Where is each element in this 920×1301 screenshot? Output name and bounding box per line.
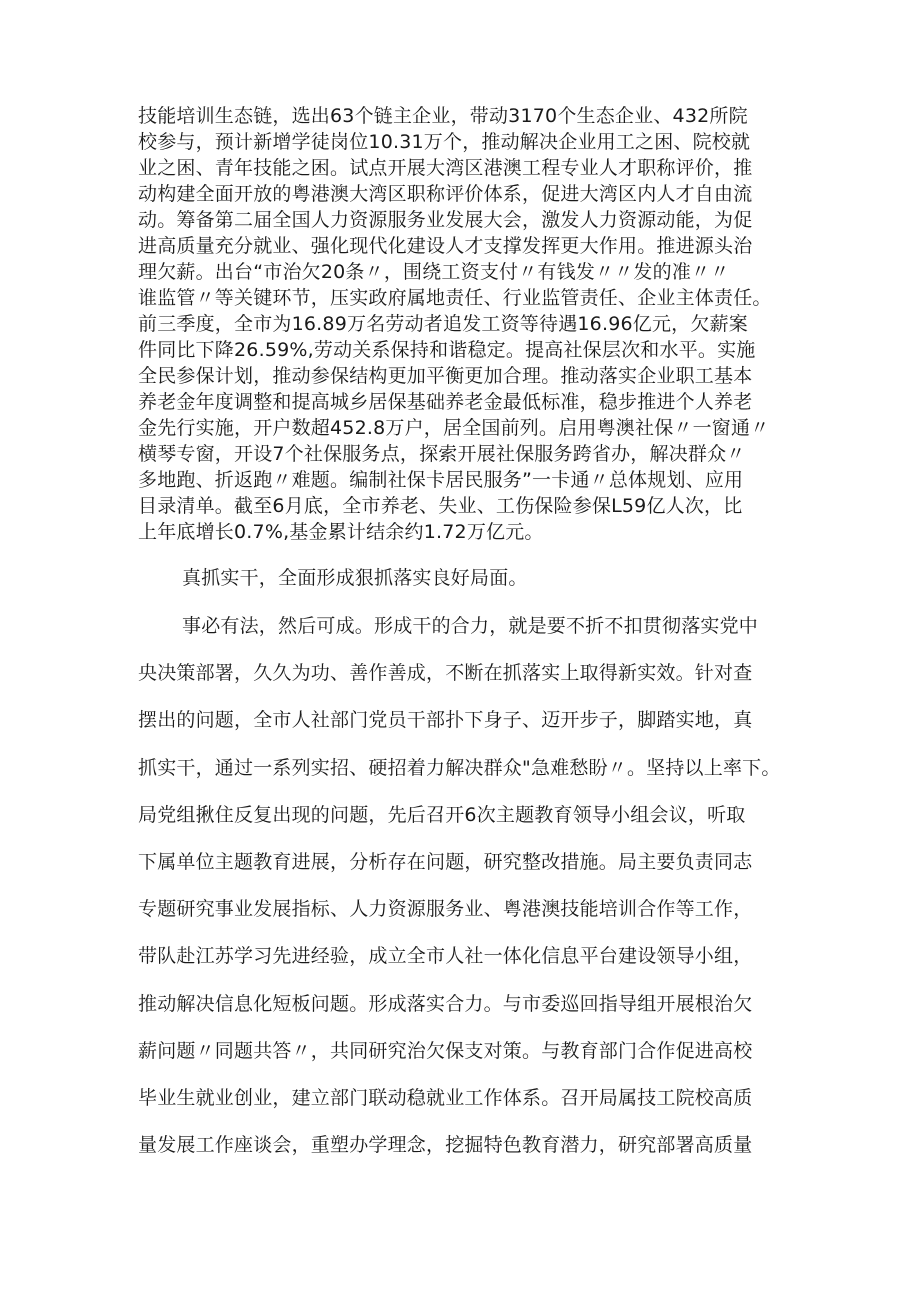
p2-line: 量发展工作座谈会，重塑办学理念，挖掘特色教育潜力，研究部署高质量 [138,1134,753,1157]
p2-line: 带队赴江苏学习先进经验，成立全市人社一体化信息平台建设领导小组， [138,945,753,968]
p2-line: 毕业生就业创业，建立部门联动稳就业工作体系。召开局属技工院校高质 [138,1087,753,1109]
p1-line: 谁监管〃等关键环节，压实政府属地责任、行业监管责任、企业主体责任。 [138,287,772,309]
p1-line: 横琴专窗，开设7个社保服务点，探索开展社保服务跨省办，解决群众〃 [138,443,746,465]
p1-line: 金先行实施，开户数超452.8万户，居全国前列。启用粤澳社保〃一窗通〃 [138,417,770,439]
p1-line: 进高质量充分就业、强化现代化建设人才支撑发挥更大作用。推进源头治 [138,235,753,257]
p2-line: 抓实干，通过一系列实招、硬招着力解决群众"急难愁盼〃。坚持以上率下。 [138,756,781,779]
p2-line: 下属单位主题教育进展，分析存在问题，研究整改措施。局主要负责同志 [138,851,753,873]
p2-line: 薪问题〃同题共答〃，共同研究治欠保支对策。与教育部门合作促进高校 [138,1039,753,1062]
p1-line: 校参与，预计新增学徒岗位10.31万个，推动解决企业用工之困、院校就 [138,131,751,153]
p1-line: 全民参保计划，推动参保结构更加平衡更加合理。推动落实企业职工基本 [138,365,753,387]
p1-line: 目录清单。截至6月底，全市养老、失业、工伤保险参保L59亿人次，比 [138,495,743,517]
p1-line: 业之困、青年技能之困。试点开展大湾区港澳工程专业人才职称评价，推 [138,157,753,179]
p2-line: 央决策部署，久久为功、善作善成，不断在抓落实上取得新实效。针对查 [138,662,753,685]
p2-line: 局党组揪住反复出现的问题，先后召开6次主题教育领导小组会议，听取 [138,803,746,826]
p2-line: 摆出的问题，全市人社部门党员干部扑下身子、迈开步子，脚踏实地，真 [138,709,753,732]
p2-line: 推动解决信息化短板问题。形成落实合力。与市委巡回指导组开展根治欠 [138,992,753,1015]
p1-line: 多地跑、折返跑〃难题。编制社保卡居民服务”一卡通〃总体规划、应用 [138,469,744,491]
p1-line: 前三季度，全市为16.89万名劳动者追发工资等待遇16.96亿元，欠薪案 [138,313,748,335]
p2-line: 专题研究事业发展指标、人力资源服务业、粤港澳技能培训合作等工作， [138,898,753,921]
p1-line: 动。筹备第二届全国人力资源服务业发展大会，激发人力资源动能，为促 [138,209,753,231]
section-heading: 真抓实干，全面形成狠抓落实良好局面。 [182,567,528,589]
p1-line: 动构建全面开放的粤港澳大湾区职称评价体系，促进大湾区内人才自由流 [138,183,753,205]
p1-line: 养老金年度调整和提高城乡居保基础养老金最低标准，稳步推进个人养老 [138,391,753,413]
p1-line: 件同比下降26.59%,劳动关系保持和谐稳定。提高社保层次和水平。实施 [138,339,756,361]
p1-line: 技能培训生态链，选出63个链主企业，带动3170个生态企业、432所院 [138,105,748,127]
p2-line: 事必有法，然后可成。形成干的合力，就是要不折不扣贯彻落实党中 [182,615,759,637]
p1-line: 上年底增长0.7%,基金累计结余约1.72万亿元。 [138,521,544,543]
p1-line: 理欠薪。出台“市治欠20条〃，围绕工资支付〃有钱发〃〃发的准〃〃 [138,261,730,283]
